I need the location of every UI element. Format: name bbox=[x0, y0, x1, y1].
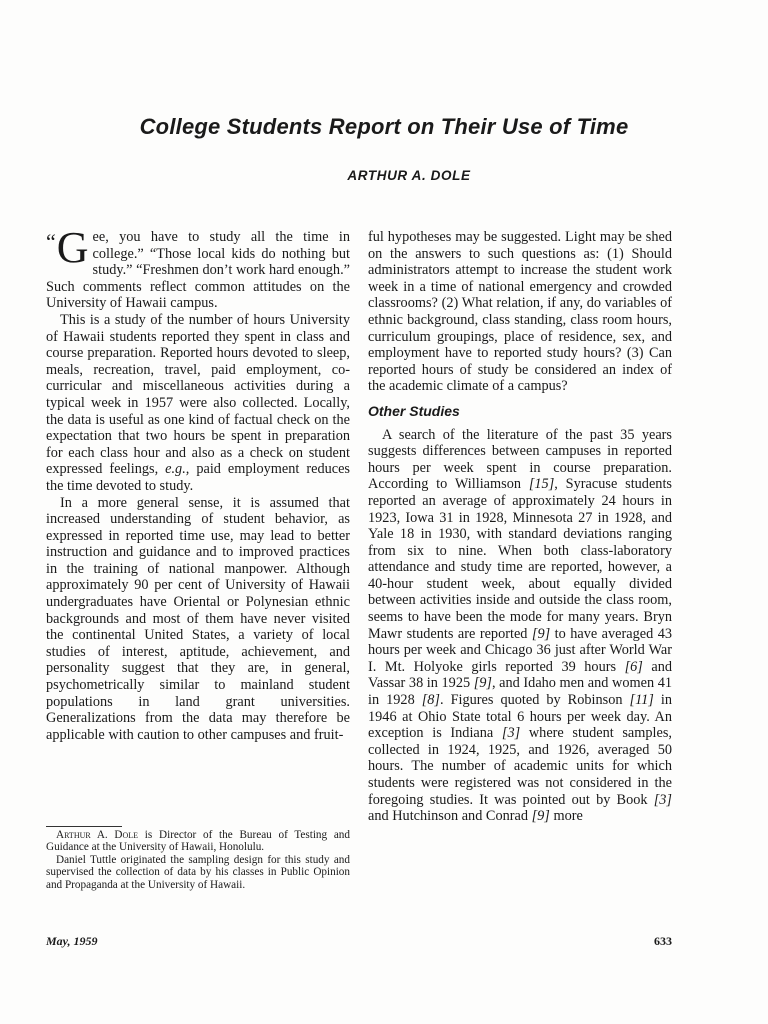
citation-ref: [3] bbox=[653, 791, 672, 808]
paragraph-text: , Syracuse students reported an average of approximately 24 hours in 1923, Iowa 31 in 1928, Minnesota 27 in 1928, and Yale 18 in 1930, with standard deviations ranging from six to nine. When both class-laboratory attendance and study time are reported, however, a 40-hour student week, about equally divided between activities inside and outside the class room, seems to have been the mode for many years. Bryn Mawr students are reported bbox=[368, 476, 672, 642]
left-column bbox=[46, 223, 350, 743]
paragraph-text: where student samples, collected in 1924, 1925, and 1926, averaged 50 hours. The number of academic units for which students were registered was not considered in the foregoing studies. It was pointed out by Book bbox=[368, 725, 672, 808]
emphasis-text: e.g., bbox=[165, 461, 190, 478]
drop-cap-quote: “ bbox=[46, 229, 56, 254]
opening-paragraph-text: ee, you have to study all the time in college.” “Those local kids do nothing but study.” “Freshmen don’t work hard enough.” Such comments reflect common attitudes on the University of Hawaii campus. bbox=[46, 229, 350, 312]
drop-cap-letter: G bbox=[56, 223, 89, 272]
paragraph-text: and Vassar 38 in 1925 bbox=[368, 658, 673, 692]
body-paragraph bbox=[46, 312, 350, 495]
paragraph-text: to have averaged 43 hours per week and Chicago 36 just after World War I. Mt. Holyoke girls reported 39 hours bbox=[368, 625, 672, 675]
body-paragraph: In a more general sense, it is assumed that increased understanding of student behavior, as expressed in reported time use, may lead to better instruction and guidance and to improved practices in the training of national manpower. Although approximately 90 per cent of University of Hawaii undergraduates have Oriental or Polynesian ethnic backgrounds and most of them have never visited the continental United States, a variety of local studies of interest, aptitude, achievement, and personality suggest that they are, in general, psychometrically similar to mainland student populations in land grant universities. Generalizations from the data may therefore be applicable with caution to other campuses and fruit- bbox=[46, 494, 350, 743]
footnotes bbox=[46, 829, 350, 891]
paragraph-text: , and Idaho men and women 41 in 1928 bbox=[368, 675, 672, 709]
body-paragraph bbox=[368, 427, 672, 825]
paragraph-text: in 1946 at Ohio State total 6 hours per week day. An exception is Indiana bbox=[368, 692, 672, 742]
footnote-author-text: is Director of the Bureau of Testing and Guidance at the University of Hawaii, Honolulu. bbox=[46, 829, 350, 854]
paragraph-text: . Figures quoted by Robinson bbox=[440, 692, 630, 709]
drop-cap bbox=[46, 223, 89, 272]
citation-ref: [6] bbox=[624, 658, 643, 675]
issue-date: May, 1959 bbox=[46, 934, 98, 948]
footnote-author-name: Arthur A. Dole bbox=[56, 829, 139, 841]
footnote-divider bbox=[46, 826, 122, 827]
paragraph-text: This is a study of the number of hours University of Hawaii students reported they spent in class and course preparation. Reported hours devoted to sleep, meals, recreation, travel, paid employment, co-curricular and miscellaneous activities during a typical week in 1957 were also collected. Locally, the data is useful as one kind of factual check on the expectation that two hours be spent in preparation for each class hour and also as a check on student expressed feelings, bbox=[46, 311, 350, 478]
paragraph-text: and Hutchinson and Conrad bbox=[368, 808, 532, 825]
citation-ref: [3] bbox=[501, 725, 521, 742]
page-number: 633 bbox=[654, 934, 672, 948]
paragraph-text: paid employment reduces the time devoted to study. bbox=[46, 461, 350, 494]
footnote-author bbox=[46, 829, 350, 854]
right-column bbox=[368, 229, 672, 825]
opening-paragraph bbox=[46, 223, 350, 312]
paragraph-text: more bbox=[549, 808, 583, 825]
citation-ref: [9] bbox=[473, 675, 492, 692]
article-author: ARTHUR A. DOLE bbox=[347, 168, 471, 183]
body-paragraph: ful hypotheses may be suggested. Light may be shed on the answers to such questions as: (1) Should administrators attempt to increase the student work week in a time of national emergency and crowded classrooms? (2) What relation, if any, do variables of ethnic background, class standing, class room hours, curriculum groupings, place of residence, sex, and employment have to reported study hours? (3) Can reported hours of study be considered an index of the academic climate of a campus? bbox=[368, 229, 672, 395]
citation-ref: [9] bbox=[531, 625, 551, 642]
citation-ref: [15] bbox=[528, 476, 555, 493]
citation-ref: [11] bbox=[629, 692, 654, 709]
citation-ref: [9] bbox=[531, 808, 550, 825]
citation-ref: [8] bbox=[421, 692, 440, 709]
footnote-acknowledgement: Daniel Tuttle originated the sampling design for this study and supervised the collection of data by his classes in Public Opinion and Propaganda at the University of Hawaii. bbox=[46, 853, 350, 891]
article-title: College Students Report on Their Use of Time bbox=[139, 114, 629, 139]
paragraph-text: A search of the literature of the past 35 years suggests differences between campuses in reported hours per week spent in course preparation. According to Williamson bbox=[368, 426, 672, 493]
section-heading: Other Studies bbox=[368, 402, 460, 419]
